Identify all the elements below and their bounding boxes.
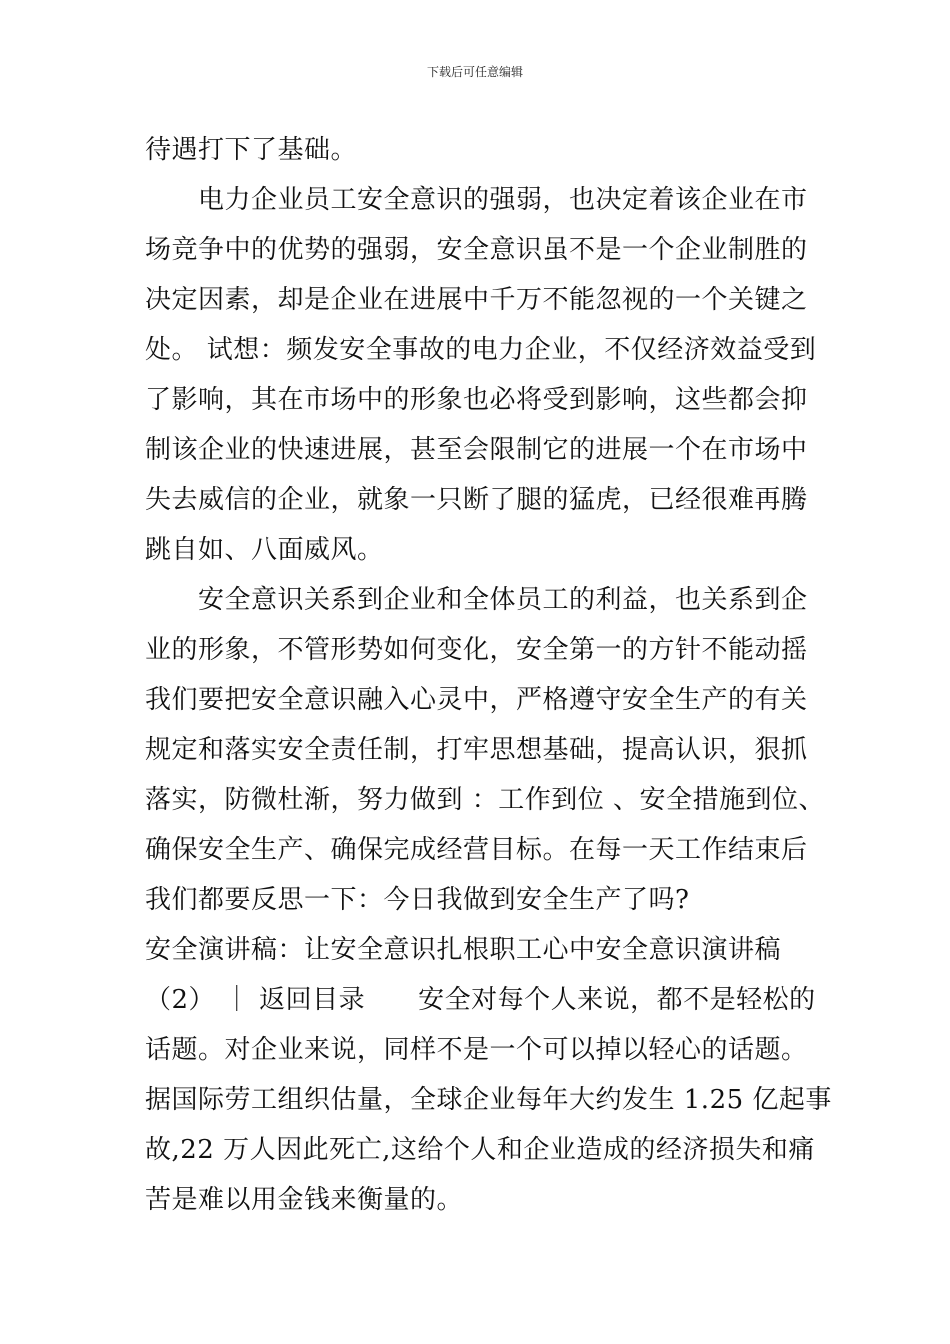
page-header: 下载后可任意编辑: [426, 65, 523, 79]
body-line: 我们都要反思一下：今日我做到安全生产了吗?: [145, 885, 690, 915]
body-line: 苦是难以用金钱来衡量的。: [145, 1185, 464, 1215]
body-line: 我们要把安全意识融入心灵中，严格遵守安全生产的有关: [145, 685, 808, 715]
body-line: 安全意识关系到企业和全体员工的利益，也关系到企: [198, 585, 808, 615]
body-line: 跳自如、八面威风。: [145, 535, 384, 565]
body-line: 待遇打下了基础。: [145, 135, 358, 165]
body-line: 确保安全生产、确保完成经营目标。在每一天工作结束后: [145, 835, 808, 865]
body-line: 场竞争中的优势的强弱，安全意识虽不是一个企业制胜的: [145, 235, 808, 265]
body-line: 处。 试想：频发安全事故的电力企业，不仅经济效益受到: [145, 335, 817, 365]
body-line: 失去威信的企业，就象一只断了腿的猛虎，已经很难再腾: [145, 485, 808, 515]
body-line: 安全演讲稿：让安全意识扎根职工心中安全意识演讲稿: [145, 935, 782, 965]
body-line: 制该企业的快速进展，甚至会限制它的进展一个在市场中: [145, 435, 808, 465]
body-line: 故,22 万人因此死亡,这给个人和企业造成的经济损失和痛: [145, 1135, 815, 1165]
body-line: 据国际劳工组织估量，全球企业每年大约发生 1.25 亿起事: [145, 1085, 832, 1115]
body-line: 业的形象，不管形势如何变化，安全第一的方针不能动摇: [145, 635, 808, 665]
body-line: 了影响，其在市场中的形象也必将受到影响，这些都会抑: [145, 385, 808, 415]
body-line: 话题。对企业来说，同样不是一个可以掉以轻心的话题。: [145, 1035, 808, 1065]
body-line: 决定因素，却是企业在进展中千万不能忽视的一个关键之: [145, 285, 808, 315]
body-line: （2） ｜ 返回目录 安全对每个人来说，都不是轻松的: [145, 985, 816, 1015]
body-line: 电力企业员工安全意识的强弱，也决定着该企业在市: [198, 185, 808, 215]
body-line: 规定和落实安全责任制，打牢思想基础，提高认识，狠抓: [145, 735, 808, 765]
body-line: 落实，防微杜渐，努力做到 ：工作到位 、安全措施到位、: [145, 785, 826, 815]
